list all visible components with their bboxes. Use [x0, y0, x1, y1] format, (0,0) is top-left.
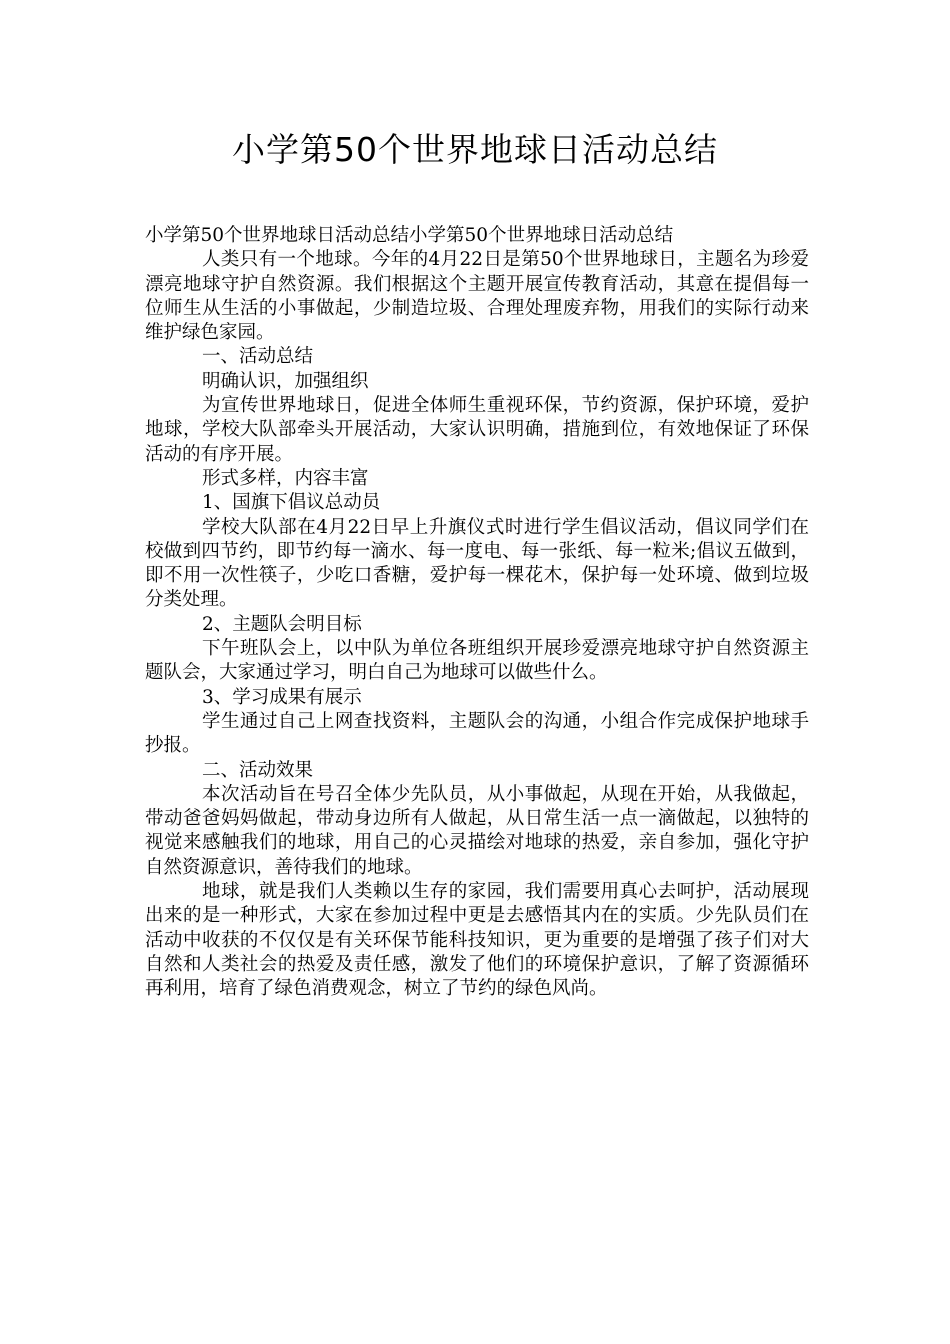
document-body — [145, 224, 809, 1002]
section-heading: 二、活动效果 — [202, 759, 314, 781]
paragraph: 学校大队部在4月22日早上升旗仪式时进行学生倡议活动，倡议同学们在校做到四节约，即节约每一滴水、每一度电、每一张纸、每一粒米;倡议五做到，即不用一次性筷子，少吃口香糖，爱护每一棵花木，保护每一处环境、做到垃圾分类处理。 — [145, 516, 809, 611]
intro-line: 小学第50个世界地球日活动总结小学第50个世界地球日活动总结 — [145, 225, 674, 246]
subheading: 明确认识，加强组织 — [202, 370, 369, 392]
list-item-heading: 1、国旗下倡议总动员 — [202, 492, 381, 514]
list-item-heading: 2、主题队会明目标 — [202, 613, 362, 635]
subheading: 形式多样，内容丰富 — [202, 467, 369, 489]
paragraph: 本次活动旨在号召全体少先队员，从小事做起，从现在开始，从我做起，带动爸爸妈妈做起，带动身边所有人做起，从日常生活一点一滴做起，以独特的视觉来感触我们的地球，用自己的心灵描绘对地球的热爱，亲自参加，强化守护自然资源意识，善待我们的地球。 — [145, 783, 809, 878]
paragraph: 学生通过自己上网查找资料，主题队会的沟通，小组合作完成保护地球手抄报。 — [145, 710, 809, 757]
list-item-heading: 3、学习成果有展示 — [202, 686, 362, 708]
paragraph: 地球，就是我们人类赖以生存的家园，我们需要用真心去呵护，活动展现出来的是一种形式，大家在参加过程中更是去感悟其内在的实质。少先队员们在活动中收获的不仅仅是有关环保节能科技知识，更为重要的是增强了孩子们对大自然和人类社会的热爱及责任感，激发了他们的环境保护意识，了解了资源循环再利用，培育了绿色消费观念，树立了节约的绿色风尚。 — [145, 881, 809, 1000]
paragraph: 下午班队会上，以中队为单位各班组织开展珍爱漂亮地球守护自然资源主题队会，大家通过学习，明白自己为地球可以做些什么。 — [145, 638, 809, 684]
paragraph: 为宣传世界地球日，促进全体师生重视环保，节约资源，保护环境，爱护地球，学校大队部牵头开展活动，大家认识明确，措施到位，有效地保证了环保活动的有序开展。 — [145, 395, 809, 465]
section-heading: 一、活动总结 — [202, 346, 314, 368]
paragraph: 人类只有一个地球。今年的4月22日是第50个世界地球日，主题名为珍爱漂亮地球守护自然资源。我们根据这个主题开展宣传教育活动，其意在提倡每一位师生从生活的小事做起，少制造垃圾、合理处理废弃物，用我们的实际行动来维护绿色家园。 — [145, 249, 809, 344]
document-title: 小学第50个世界地球日活动总结 — [232, 130, 718, 169]
